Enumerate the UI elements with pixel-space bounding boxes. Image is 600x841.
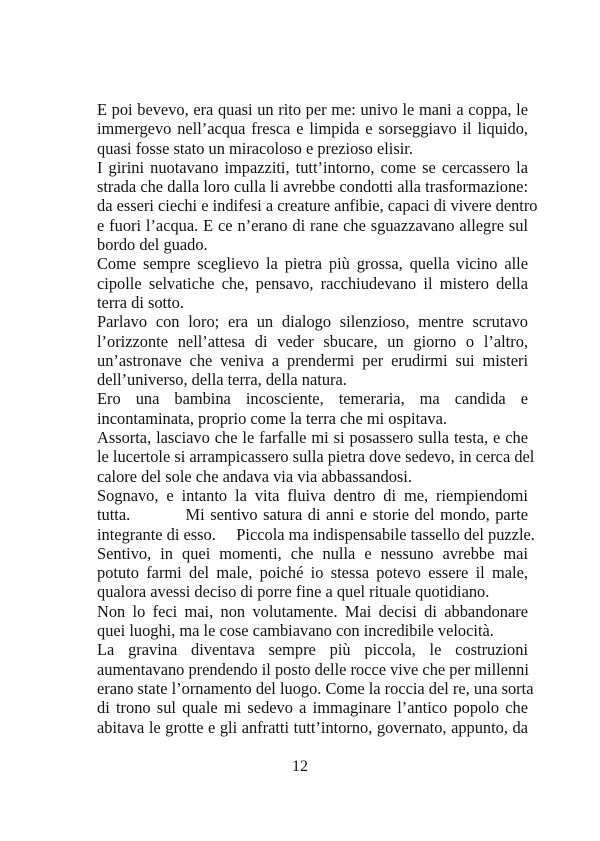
paragraph — [97, 428, 535, 486]
text-line: Non lo feci mai, non volutamente. Mai decisi di abbandonare — [97, 601, 528, 621]
text-line: immergevo nell’acqua fresca e limpida e sorseggiavo il liquido, — [97, 119, 528, 139]
text-line: e fuori l’acqua. E ce n’erano di rane che sguazzavano allegre sul — [97, 215, 528, 235]
text-line: calore del sole che andava via via abbassandosi. — [97, 466, 412, 486]
text-line: le lucertole si arrampicassero sulla pietra dove sedevo, in cerca del — [97, 447, 535, 467]
text-line: quasi fosse stato un miracoloso e prezioso elisir. — [97, 138, 413, 158]
text-line: strada che dalla loro culla li avrebbe condotti alla trasformazione: — [97, 177, 528, 197]
paragraph — [97, 254, 528, 312]
text-line: quei luoghi, ma le cose cambiavano con incredibile velocità. — [97, 621, 494, 641]
text-line: tutta. Mi sentivo satura di anni e storie del mondo, parte — [97, 505, 528, 525]
paragraph — [97, 157, 538, 255]
paragraph — [97, 389, 528, 428]
text-line: da esseri ciechi e indifesi a creature anfibie, capaci di vivere dentro — [97, 196, 538, 216]
text-line: terra di sotto. — [97, 292, 184, 312]
text-line: Ero una bambina incosciente, temeraria, ma candida e — [97, 389, 528, 409]
text-line: potuto farmi del male, poiché io stessa potevo essere il male, — [97, 563, 528, 583]
body-text — [97, 100, 538, 737]
text-line: E poi bevevo, era quasi un rito per me: univo le mani a coppa, le — [97, 100, 528, 119]
text-line: integrante di esso. Piccola ma indispensabile tassello del puzzle. — [97, 524, 535, 544]
text-line: I girini nuotavano impazziti, tutt’intorno, come se cercassero la — [97, 157, 528, 177]
paragraph — [97, 312, 528, 389]
text-line: abitava le grotte e gli anfratti tutt’intorno, governato, appunto, da — [97, 717, 528, 737]
text-line: Sentivo, in quei momenti, che nulla e nessuno avrebbe mai — [97, 543, 528, 563]
text-line: Parlavo con loro; era un dialogo silenzioso, mentre scrutavo — [97, 312, 528, 332]
text-line: aumentavano prendendo il posto delle rocce vive che per millenni — [97, 659, 529, 679]
text-line: erano state l’ornamento del luogo. Come la roccia del re, una sorta — [97, 678, 534, 698]
text-line: l’orizzonte nell’attesa di veder sbucare, un giorno o l’altro, — [97, 331, 528, 351]
text-line: incontaminata, proprio come la terra che mi ospitava. — [97, 408, 447, 428]
text-line: cipolle selvatiche che, pensavo, racchiudevano il mistero della — [97, 273, 528, 293]
page-number: 12 — [292, 758, 308, 775]
text-line: di trono sul quale mi sedevo a immaginare l’antico popolo che — [97, 698, 528, 718]
text-line: Come sempre sceglievo la pietra più grossa, quella vicino alle — [97, 254, 528, 274]
text-line: dell’universo, della terra, della natura. — [97, 370, 347, 390]
text-line: Assorta, lasciavo che le farfalle mi si posassero sulla testa, e che — [97, 428, 528, 448]
paragraph — [97, 544, 528, 602]
text-line: La gravina diventava sempre più piccola, le costruzioni — [97, 640, 528, 660]
paragraph — [97, 485, 535, 544]
paragraph — [97, 640, 534, 737]
paragraph — [97, 602, 528, 641]
paragraph — [97, 100, 528, 158]
text-line: Sognavo, e intanto la vita fluiva dentro di me, riempiendomi — [97, 485, 528, 505]
text-line: un’astronave che veniva a prendermi per erudirmi sui misteri — [97, 350, 528, 370]
text-line: bordo del guado. — [97, 235, 208, 255]
text-line: qualora avessi deciso di porre fine a quel rituale quotidiano. — [97, 582, 490, 602]
